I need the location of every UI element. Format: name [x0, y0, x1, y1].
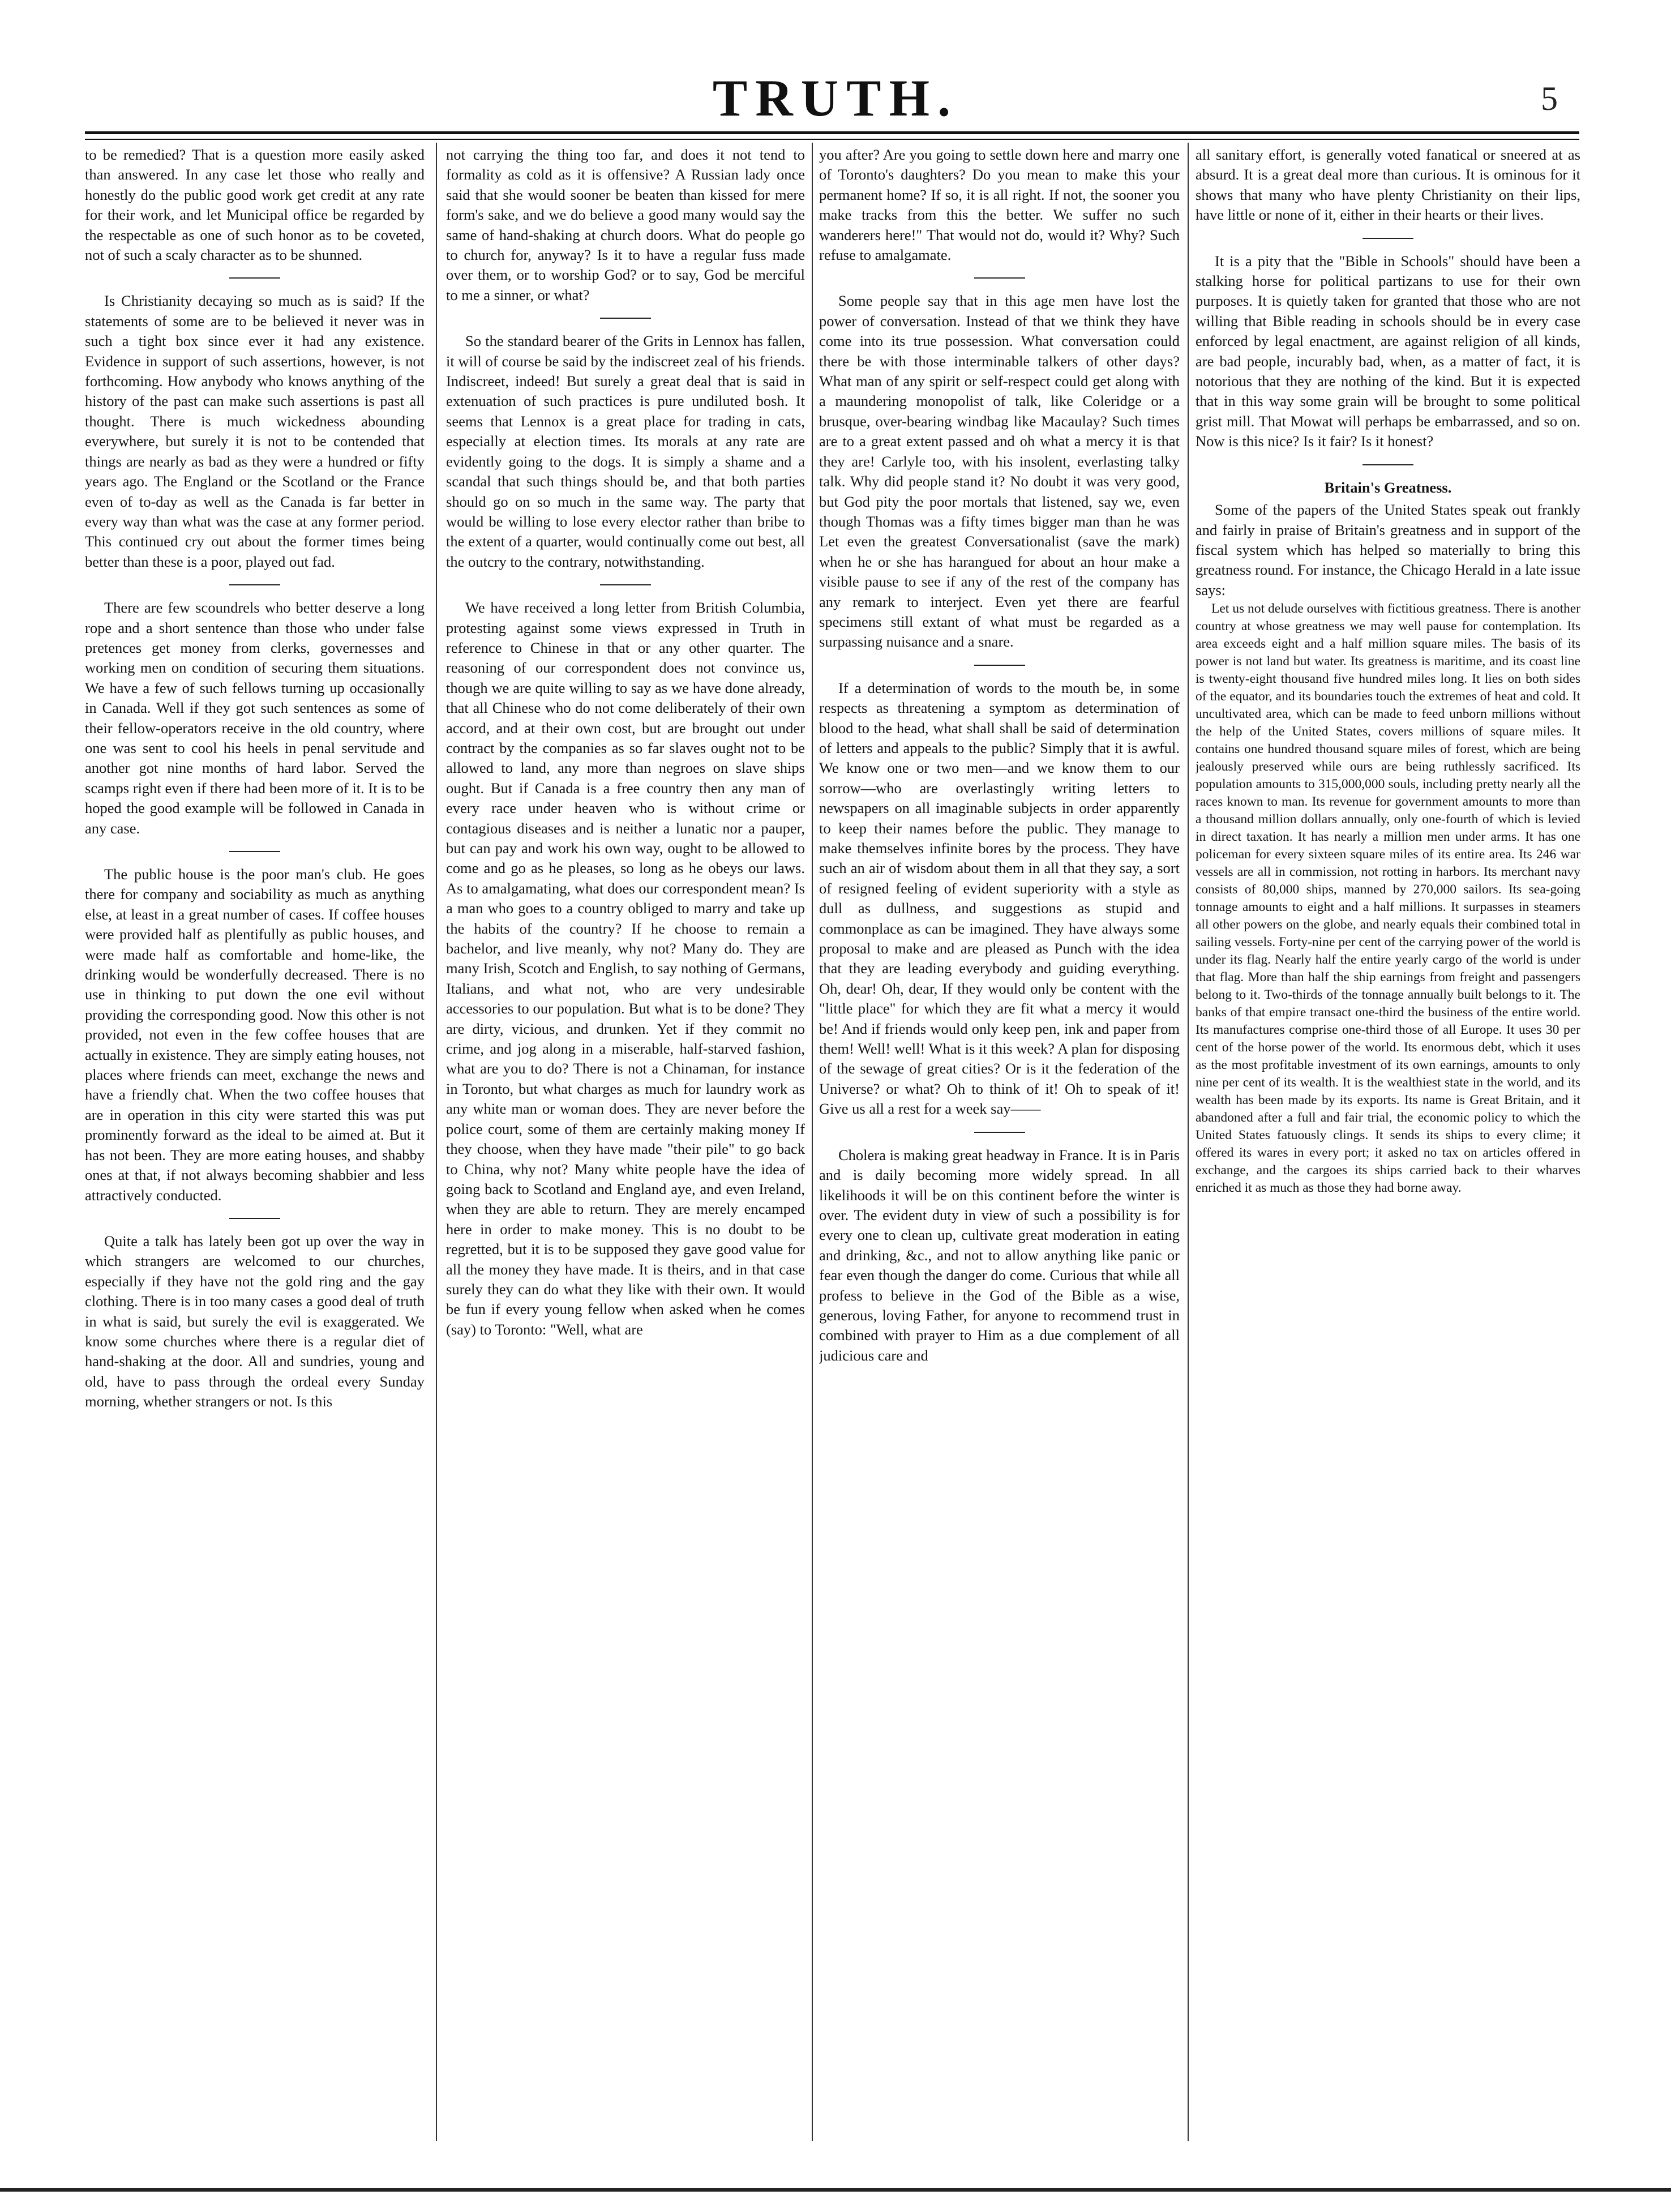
section-separator [1362, 238, 1413, 239]
section-separator [1362, 464, 1413, 465]
section-separator [229, 584, 280, 585]
section-separator [229, 1218, 280, 1219]
section-separator [229, 851, 280, 852]
block-quote: Let us not delude ourselves with fictitious greatness. There is another country at whose greatness we may well pause for contemplation. Its area exceeds eight and a half million square miles. The basis of its power is not land but water. Its greatness is maritime, and its coast line is twenty-eight thousand five hundred miles long. It lies on both sides of the equator, and its boundaries touch the extremes of heat and cold. It uncultivated area, which can be made to feed unborn millions without the help of the United States, covers millions of square miles. It contains one hundred thousand square miles of forest, which are being jealously preserved while ours are being ruthlessly sacrificed. Its population amounts to 315,000,000 souls, including pretty nearly all the races known to man. Its revenue for government amounts to more than a thousand million dollars annually, only one-fourth of which is levied in direct taxation. It has nearly a million men under arms. It has one policeman for every sixteen square miles of its entire area. Its 246 war vessels are all in commission, not rotting in harbors. Its merchant navy consists of 80,000 ships, manned by 270,000 sailors. Its sea-going tonnage amounts to eight and a half millions. It surpasses in steamers all other powers on the globe, and nearly equals their combined total in sailing vessels. Forty-nine per cent of the carrying power of the world is under its flag. Nearly half the entire yearly cargo of the world is under that flag. More than half the ship earnings from freight and passengers belong to it. Two-thirds of the tonnage annually built belongs to it. The banks of that empire transact one-third the business of the entire world. Its manufactures comprise one-third those of all Europe. It uses 30 per cent of the horse power of the world. Its enormous debt, which it uses as the most profitable investment of its own earnings, amounts to only nine per cent of its wealth. It is the wealthiest state in the world, and its wealth has been made by its exports. Its name is Great Britain, and it abandoned after a full and fair trial, the economic policy to which the United States fatuously clings. It sends its ships to every clime; it offered its wares in every port; it asked no tax on articles offered in exchange, and the cargoes its ships carried back to their wharves enriched it as much as those they had borne away. [1196, 601, 1580, 1196]
section-separator [229, 277, 280, 279]
column-divider [436, 143, 437, 2141]
article-paragraph: Is Christianity decaying so much as is said? If the statements of some are to be believed it never was in such a tight box since ever it had any existence. Evidence in support of such assertions, however, is not forthcoming. How anybody who knows anything of the history of the past can make such assertions is past all thought. There is much wickedness abounding everywhere, but surely it is not to be contended that things are nearly as bad as they were a hundred or fifty years ago. The England or the Scotland or the France even of to-day as well as the Canada is far better in every way than what was the case at any former period. This continued cry out about the former times being better than these is a poor, played out fad. [85, 292, 425, 570]
article-paragraph: not carrying the thing too far, and does it not tend to formality as cold as it is offensive? A Russian lady once said that she would sooner be beaten than kissed for mere form's sake, and we do believe a good many would say the same of hand-shaking at church doors. What do people go to church for, anyway? Is it to have a regular fuss made over them, or to worship God? or to say, God be merciful to me a sinner, or what? [446, 146, 805, 303]
article-paragraph: Quite a talk has lately been got up over the way in which strangers are welcomed to our churches, especially if they have not the gold ring and the gay clothing. There is in too many cases a good deal of truth in what is said, but surely the evil is exaggerated. We know some churches where there is a regular diet of hand-shaking at the door. All and sundries, young and old, have to pass through the ordeal every Sunday morning, whether strangers or not. Is this [85, 1232, 425, 1410]
article-paragraph: It is a pity that the "Bible in Schools" should have been a stalking horse for political partizans to use for their own purposes. It is quietly taken for granted that those who are not willing that Bible reading in schools should be in every case enforced by legal enactment, are against religion of all kinds, are bad people, incurably bad, when, as a matter of fact, it is notorious that they are nothing of the kind. But it is expected that in this way some grain will be brought to some political grist mill. That Mowat will perhaps be embarrassed, and so on. Now is this nice? Is it fair? Is it honest? [1196, 252, 1580, 450]
article-paragraph: Cholera is making great headway in France. It is in Paris and is daily becoming more widely spread. In all likelihoods it will be on this continent before the winter is over. The evident duty in view of such a possibility is for every one to clean up, cultivate great moderation in eating and drinking, &c., and not to allow anything like panic or fear even though the danger do come. Curious that while all profess to believe in the God of the Bible as a wise, generous, loving Father, for anyone to recommend trust in combined with prayer to Him as a due complement of all judicious care and [819, 1146, 1180, 1364]
page-number: 5 [1541, 80, 1558, 117]
article-heading: Britain's Greatness. [1324, 478, 1452, 496]
section-separator [600, 318, 651, 319]
article-paragraph: So the standard bearer of the Grits in Lennox has fallen, it will of course be said by the indiscreet zeal of his friends. Indiscreet, indeed! But surely a great deal that is said in extenuation of such practices is pure undiluted bosh. It seems that Lennox is a great place for trading in cats, especially at election times. Its morals at any rate are evidently going to the dogs. It is simply a shame and a scandal that such things should be, and that both parties should go on so much in the same way. The party that would be willing to lose every elector rather than bribe to the extent of a quarter, would continually come out best, all the outcry to the contrary, notwithstanding. [446, 332, 805, 570]
footer-rule [0, 2188, 1671, 2192]
column-divider [1188, 143, 1189, 2141]
header-rule [85, 131, 1579, 134]
section-separator [974, 277, 1025, 279]
article-paragraph: Some people say that in this age men have lost the power of conversation. Instead of that we think they have come into its true possession. What conversation could there be with those interminable talkers of other days? What man of any spirit or self-respect could get along with a maundering monopolist of talk, like Coleridge or a brusque, over-bearing windbag like Macaulay? Such times are to a great extent passed and oh what a mercy it is that they are! Carlyle too, with his insolent, everlasting talky talk. Why did people stand it? No doubt it was very good, but God pity the poor mortals that listened, say we, even though Thomas was a fifty times bigger man than he was Let even the greatest Conversationalist (save the mark) when he or she has harangued for about an hour make a visible pause to see if any of the rest of the company has any remark to interject. Even yet there are fearful specimens still extant of what must be regarded as a surpassing nuisance and a snare. [819, 292, 1180, 651]
article-paragraph: The public house is the poor man's club. He goes there for company and sociability as much as anything else, at least in a great number of cases. If coffee houses were provided half as plentifully as public houses, and were made half as comfortable and home-like, the drinking would be wonderfully decreased. There is no use in thinking to put down the one evil without providing the corresponding good. Now this other is not provided, not even in the few coffee houses that are actually in existence. They are simply eating houses, not places where friends can meet, exchange the news and have a friendly chat. When the two coffee houses that are in operation in this city were started this was put prominently forward as the ideal to be aimed at. But it has not been. They are more eating houses, and shabby ones at that, if not always becoming shabbier and less attractively conducted. [85, 866, 425, 1204]
column-divider [812, 143, 813, 2141]
article-paragraph: If a determination of words to the mouth be, in some respects as threatening a symptom as determination of blood to the head, what shall shall be said of determination of letters and appeals to the public? Simply that it is awful. We know one or two men—and we know them to our sorrow—who are overlastingly writing letters to newspapers on all imaginable subjects in order apparently to keep their names before the public. They manage to make themselves infinite bores by the process. They have such an air of wisdom about them in all that they say, a sort of resigned feeling of evident superiority with a style as dull as dullness, and suggestions as stupid and commonplace as can be imagined. They have always some proposal to make and are pleased as Punch with the idea that they are leading everybody and guiding everything. Oh, dear! Oh, dear, If they would only be content with the "little place" for which they are fit what a mercy it would be! And if friends would only keep pen, ink and paper from them! Well! well! What is it this week? A plan for disposing of the sewage of great cities? Or is it the federation of the Universe? or what? Oh to think of it! Oh to speak of it! Give us all a rest for a week say—— [819, 679, 1180, 1118]
column-2 [446, 145, 805, 2093]
article-paragraph: to be remedied? That is a question more easily asked than answered. In any case let those who really and honestly do the public good work get credit at any rate for their work, and let Municipal office be regarded by the respectable as one of such honor as to be coveted, not of such a scaly character as to be shunned. [85, 146, 425, 264]
column-4 [1196, 145, 1580, 2093]
article-paragraph: all sanitary effort, is generally voted fanatical or sneered at as absurd. It is a great deal more than curious. It is ominous for it shows that many who have plenty Christianity on their lips, have little or none of it, either in their hearts or their lives. [1196, 146, 1580, 224]
header-rule-thin [85, 139, 1579, 140]
article-paragraph: you after? Are you going to settle down here and marry one of Toronto's daughters? Do you mean to make this your permanent home? If so, it is all right. If not, the sooner you make tracks from this the better. We suffer no such wanderers here!" That would not do, would it? Why? Such refuse to amalgamate. [819, 146, 1180, 264]
column-1 [85, 145, 425, 2093]
article-paragraph: We have received a long letter from British Columbia, protesting against some views expressed in Truth in reference to Chinese in that or any other quarter. The reasoning of our correspondent does not convince us, though we are quite willing to say as we have done already, that all Chinese who do not come deliberately of their own accord, and at their own cost, but are brought out under contract by the companies as so far slaves ought not to be allowed to land, any more than negroes on slave ships ought. But if Canada is a free country then any man of every race under heaven who is without crime or contagious diseases and is neither a lunatic nor a pauper, but can pay and work his own way, ought to be allowed to come and go as he pleases, so long as he obeys our laws. As to amalgamating, what does our correspondent mean? Is a man who goes to a country obliged to marry and take up the habits of the country? If he choose to remain a bachelor, and live meanly, why not? Many do. They are many Irish, Scotch and English, to say nothing of Germans, Italians, and what not, who are very undesirable accessories to our population. But what is to be done? They are dirty, vicious, and drunken. Yet if they commit no crime, and jog along in a miserable, half-starved fashion, what are you to do? There is not a Chinaman, for instance in Toronto, but what charges as much for laundry work as any white man or woman does. They are never before the police court, some of them are certainly making money If they choose, when they have made "their pile" to go back to China, why not? Many white people have the idea of going back to Scotland and England aye, and even Ireland, when they are able to return. They are merely encamped here in order to make money. This is no doubt to be regretted, but it is to be supposed they gave good value for all the money they have made. It is theirs, and in that case surely they can do what they like with their own. It would be fun if every young fellow when asked when he comes (say) to Toronto: "Well, what are [446, 599, 805, 1338]
section-separator [600, 584, 651, 585]
section-separator [974, 665, 1025, 666]
article-paragraph: There are few scoundrels who better deserve a long rope and a short sentence than those who under false pretences get money from clerks, governesses and working men on condition of securing them situations. We have a few of such fellows turning up occasionally in Canada. Well if they got such sentences as some of their fellow-operators receive in the old country, where one was sent to cool his heels in penal servitude and another got nine months of hard labor. Served the scamps right even if there had been more of it. It is to be hoped the good example will be followed in Canada in any case. [85, 599, 425, 837]
masthead [0, 68, 1671, 142]
article-paragraph: Some of the papers of the United States speak out frankly and fairly in praise of Britain's greatness and in support of the fiscal system which has helped so materially to bring this greatness round. For instance, the Chicago Herald in a late issue says: [1196, 501, 1580, 598]
column-3 [819, 145, 1180, 2093]
newspaper-title: TRUTH. [712, 69, 959, 127]
section-separator [974, 1132, 1025, 1133]
